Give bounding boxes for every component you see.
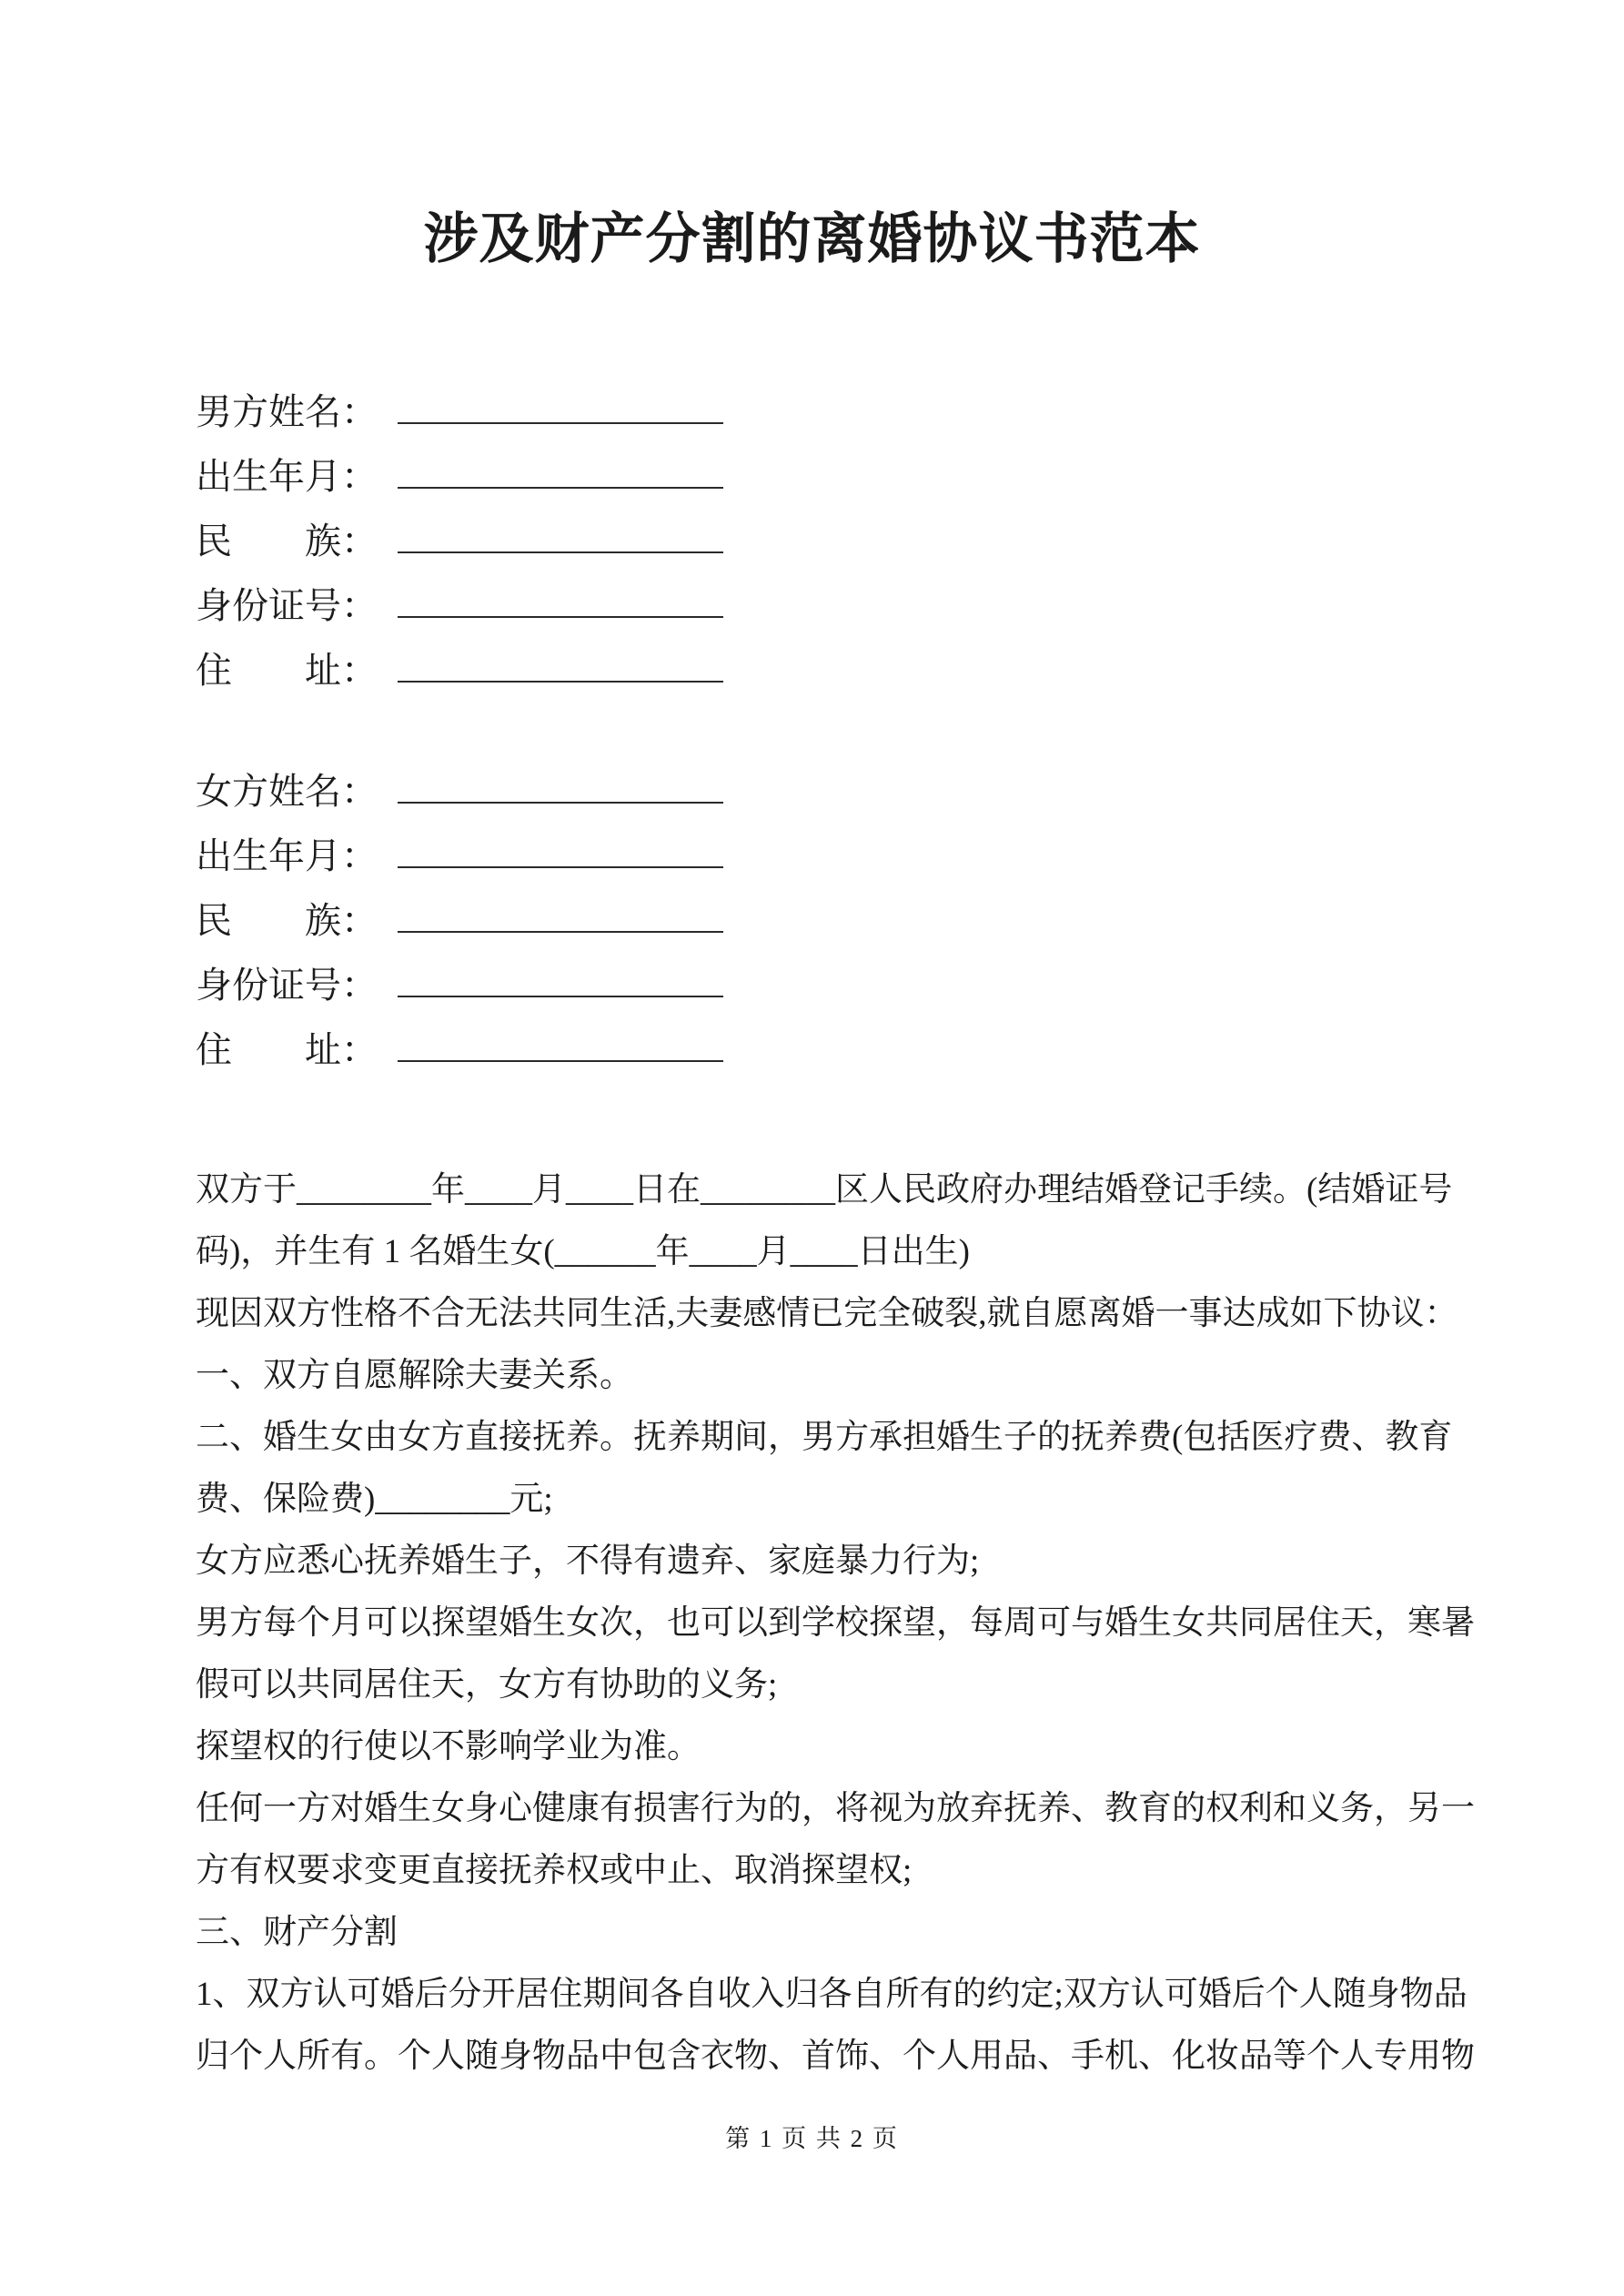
body-line-visitation-rule: 探望权的行使以不影响学业为准。 xyxy=(196,1728,701,1765)
male-info-section xyxy=(196,391,1428,691)
form-row-female-ethnicity xyxy=(196,900,1428,941)
body-line-property-a: 1、双方认可婚后分开居住期间各自收入归各自所有的约定;双方认可婚后个人随身物品 xyxy=(196,1976,1468,2013)
blank-line-male-name xyxy=(398,391,723,424)
field-label-male-id-number: 身份证号： xyxy=(196,585,378,626)
blank-line-female-birthdate xyxy=(398,835,723,868)
form-row-female-id-number xyxy=(196,965,1428,1006)
body-line-visitation-a: 男方每个月可以探望婚生女次，也可以到学校探望，每周可与婚生女共同居住天，寒暑 xyxy=(196,1604,1475,1642)
blank-line-female-id-number xyxy=(398,965,723,997)
field-label-female-birthdate: 出生年月： xyxy=(196,835,378,876)
field-label-male-birthdate: 出生年月： xyxy=(196,456,378,497)
field-label-female-address: 住 址： xyxy=(196,1029,378,1070)
body-line-clause-3-heading: 三、财产分割 xyxy=(196,1914,398,1951)
body-line-clause-1: 一、双方自愿解除夫妻关系。 xyxy=(196,1357,633,1394)
page-number: 第 1 页 共 2 页 xyxy=(725,2125,899,2152)
form-row-male-name xyxy=(196,391,1428,432)
body-line-clause-2b: 费、保险费)________元; xyxy=(196,1481,553,1518)
field-label-female-ethnicity: 民 族： xyxy=(196,900,378,941)
blank-line-male-ethnicity xyxy=(398,521,723,553)
female-info-section xyxy=(196,771,1428,1070)
body-line-harm-b: 方有权要求变更直接抚养权或中止、取消探望权; xyxy=(196,1852,913,1889)
body-line-property-b: 归个人所有。个人随身物品中包含衣物、首饰、个人用品、手机、化妆品等个人专用物 xyxy=(196,2038,1475,2075)
form-row-female-name xyxy=(196,771,1428,812)
field-label-male-ethnicity: 民 族： xyxy=(196,521,378,561)
field-label-female-name: 女方姓名： xyxy=(196,771,378,812)
body-line-harm-a: 任何一方对婚生女身心健康有损害行为的，将视为放弃抚养、教育的权利和义务，另一 xyxy=(196,1790,1475,1827)
form-row-female-address xyxy=(196,1029,1428,1070)
page-footer xyxy=(196,2124,1428,2153)
field-label-male-address: 住 址： xyxy=(196,650,378,691)
body-line-clause-2a: 二、婚生女由女方直接抚养。抚养期间，男方承担婚生子的抚养费(包括医疗费、教育 xyxy=(196,1419,1453,1456)
field-label-female-id-number: 身份证号： xyxy=(196,965,378,1006)
body-line-custody-duty: 女方应悉心抚养婚生子，不得有遗弃、家庭暴力行为; xyxy=(196,1542,980,1580)
form-row-male-id-number xyxy=(196,585,1428,626)
form-row-male-ethnicity xyxy=(196,521,1428,561)
blank-line-male-birthdate xyxy=(398,456,723,489)
blank-line-male-address xyxy=(398,650,723,683)
blank-line-female-name xyxy=(398,771,723,804)
body-line-child-birth: 码)，并生有 1 名婚生女(______年____月____日出生) xyxy=(196,1233,970,1270)
form-row-male-address xyxy=(196,650,1428,691)
form-row-female-birthdate xyxy=(196,835,1428,876)
field-label-male-name: 男方姓名： xyxy=(196,391,378,432)
blank-line-female-address xyxy=(398,1029,723,1062)
agreement-body xyxy=(196,1159,1475,2088)
blank-line-male-id-number xyxy=(398,585,723,618)
body-line-preamble: 现因双方性格不合无法共同生活,夫妻感情已完全破裂,就自愿离婚一事达成如下协议： xyxy=(196,1295,1458,1332)
blank-line-female-ethnicity xyxy=(398,900,723,933)
form-row-male-birthdate xyxy=(196,456,1428,497)
body-line-visitation-b: 假可以共同居住天，女方有协助的义务; xyxy=(196,1666,778,1704)
document-title: 涉及财产分割的离婚协议书范本 xyxy=(423,207,1201,271)
body-line-registration: 双方于________年____月____日在________区人民政府办理结婚登记手续。(结婚证号 xyxy=(196,1171,1453,1209)
